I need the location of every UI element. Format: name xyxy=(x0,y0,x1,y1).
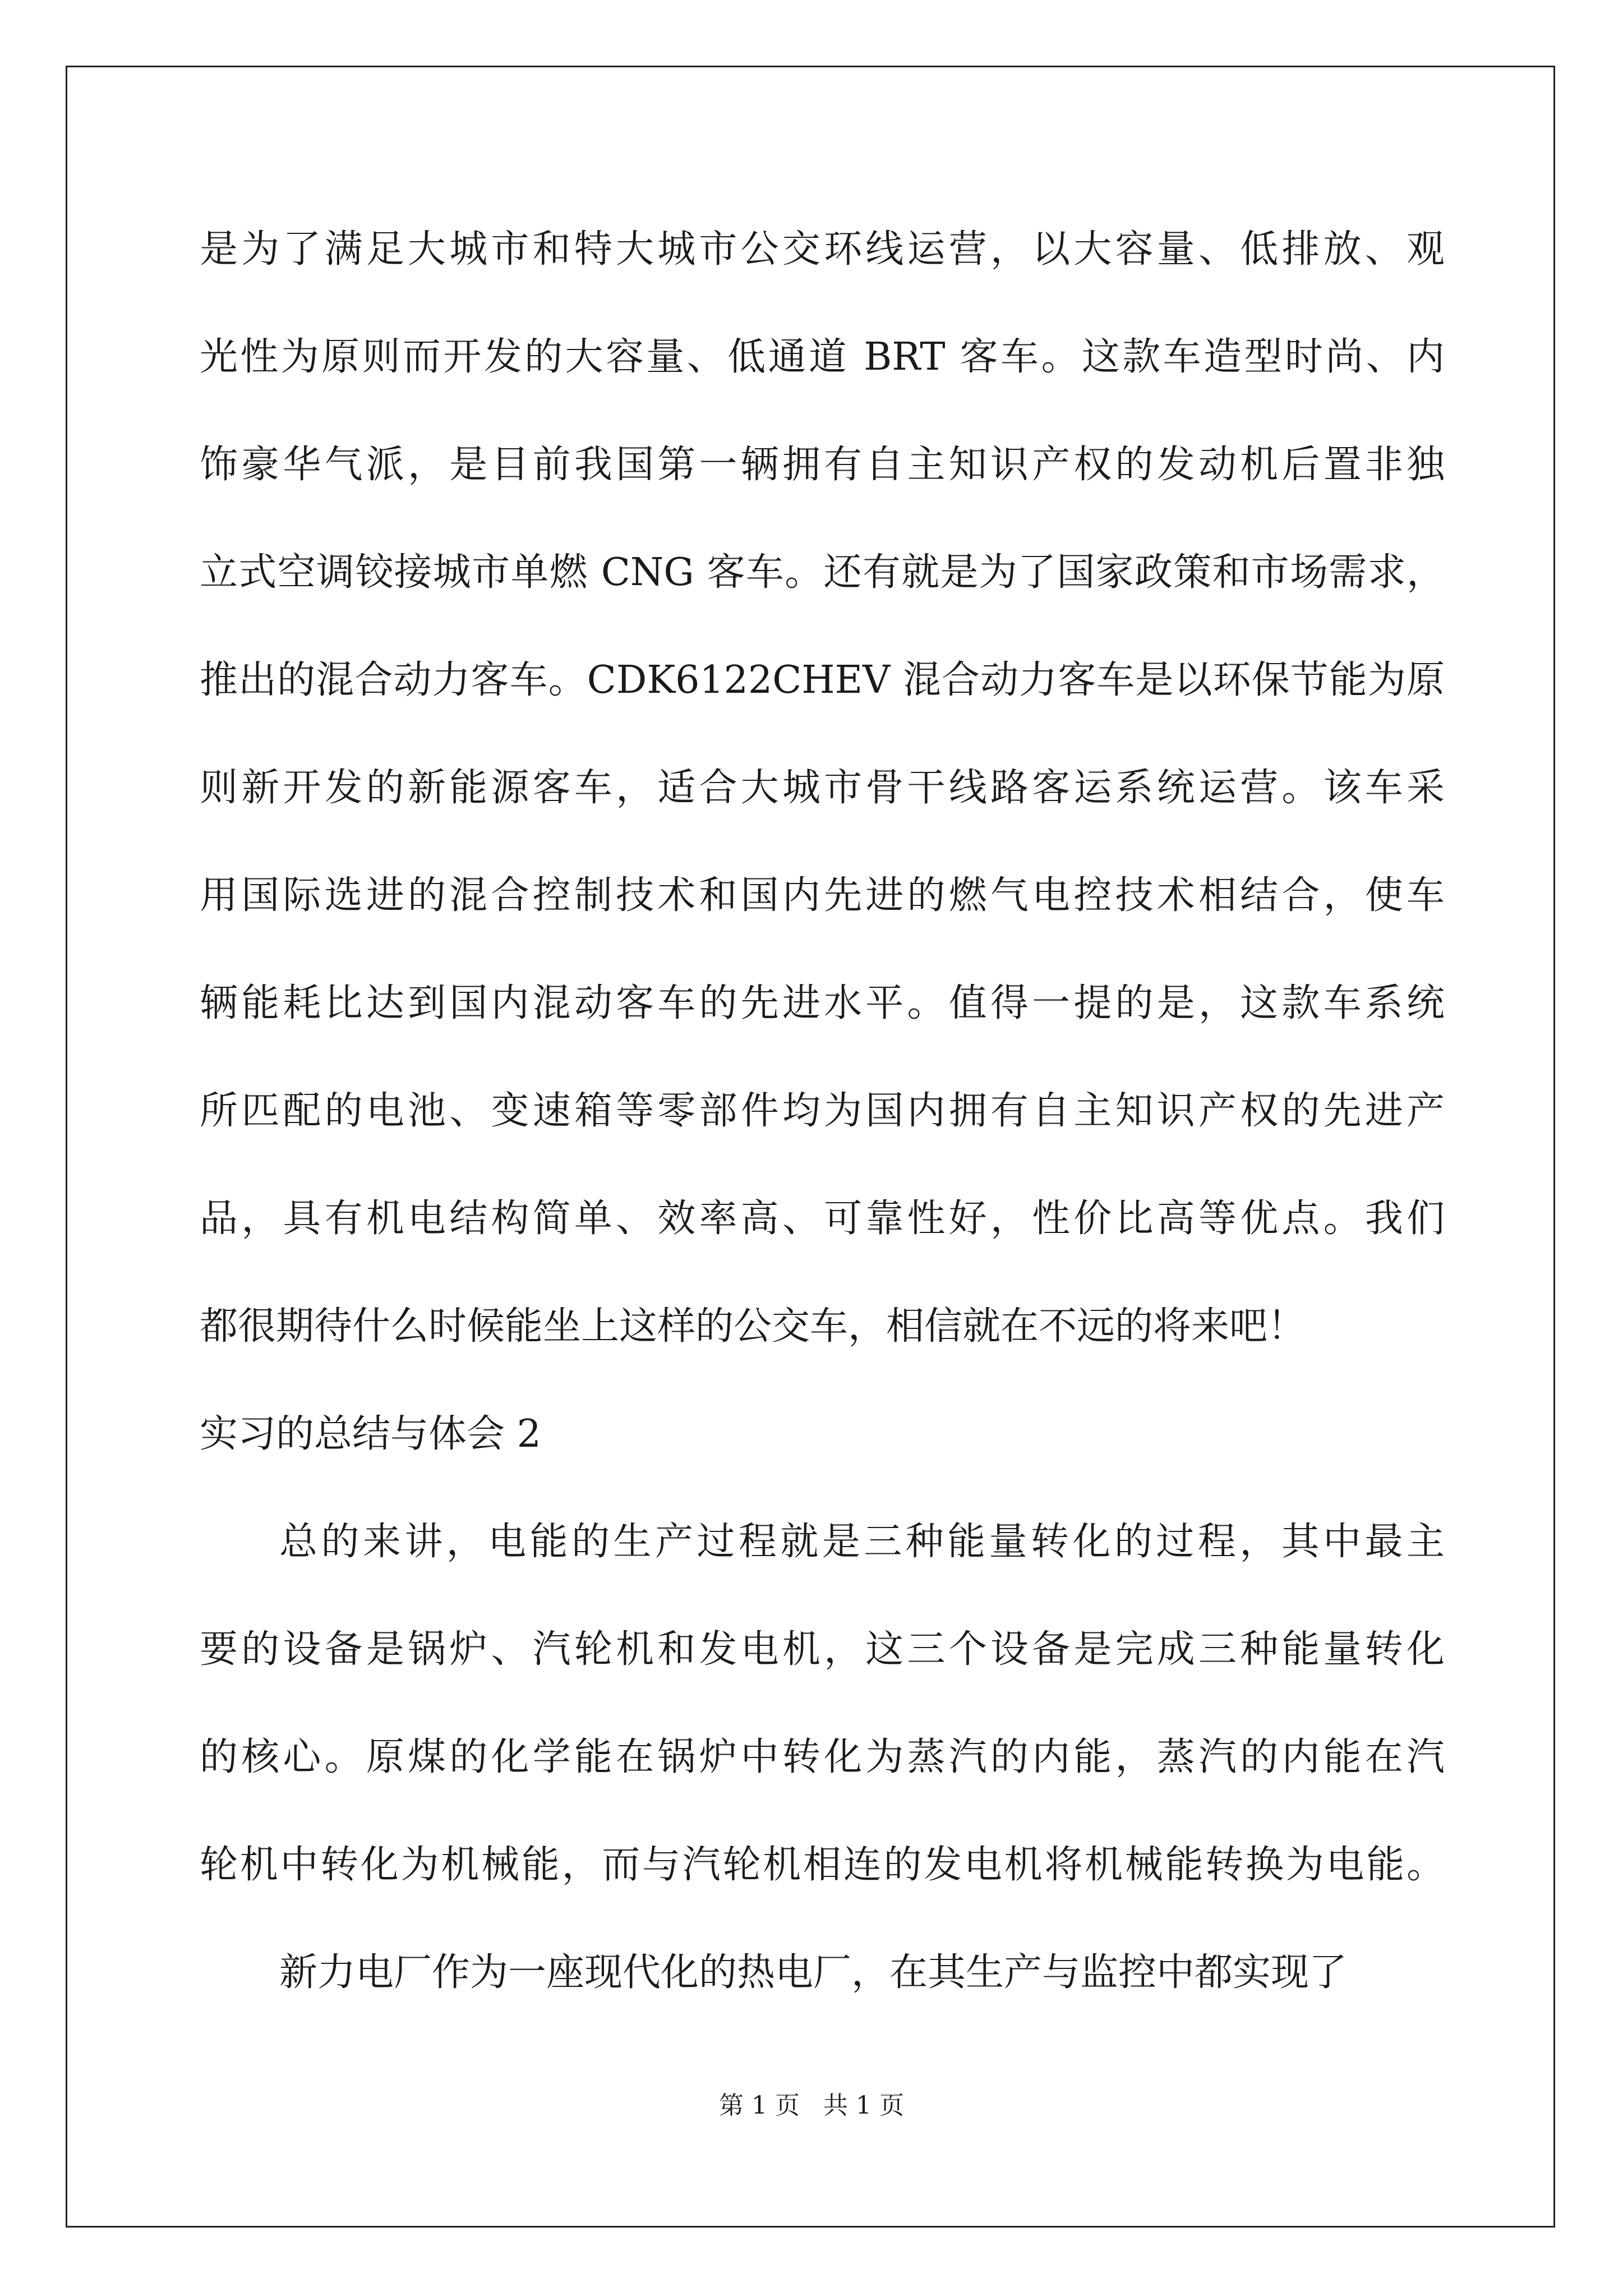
body-line: 的核心。原煤的化学能在锅炉中转化为蒸汽的内能，蒸汽的内能在汽 xyxy=(200,1735,1445,1779)
body-line: 是为了满足大城市和特大城市公交环线运营，以大容量、低排放、观 xyxy=(200,227,1445,272)
document-body xyxy=(200,219,1445,2050)
section-heading: 实习的总结与体会 2 xyxy=(200,1412,541,1456)
body-line: 推出的混合动力客车。CDK6122CHEV 混合动力客车是以环保节能为原 xyxy=(200,658,1445,702)
body-line: 用国际选进的混合控制技术和国内先进的燃气电控技术相结合，使车 xyxy=(200,873,1445,918)
body-line: 饰豪华气派，是目前我国第一辆拥有自主知识产权的发动机后置非独 xyxy=(200,443,1445,487)
body-line: 轮机中转化为机械能，而与汽轮机相连的发电机将机械能转换为电能。 xyxy=(200,1843,1445,1887)
body-line: 所匹配的电池、变速箱等零部件均为国内拥有自主知识产权的先进产 xyxy=(200,1089,1445,1133)
body-line: 则新开发的新能源客车，适合大城市骨干线路客运系统运营。该车采 xyxy=(200,766,1445,810)
page-footer: 第 1 页 共 1 页 xyxy=(719,2091,904,2120)
body-line: 要的设备是锅炉、汽轮机和发电机，这三个设备是完成三种能量转化 xyxy=(200,1627,1445,1672)
body-line: 品，具有机电结构简单、效率高、可靠性好，性价比高等优点。我们 xyxy=(200,1197,1445,1241)
body-line: 都很期待什么时候能坐上这样的公交车，相信就在不远的将来吧！ xyxy=(200,1304,1306,1349)
body-line: 光性为原则而开发的大容量、低通道 BRT 客车。这款车造型时尚、内 xyxy=(200,335,1445,379)
body-line: 立式空调铰接城市单燃 CNG 客车。还有就是为了国家政策和市场需求， xyxy=(200,550,1445,595)
body-line: 新力电厂作为一座现代化的热电厂，在其生产与监控中都实现了 xyxy=(279,1950,1348,1995)
body-line: 辆能耗比达到国内混动客车的先进水平。值得一提的是，这款车系统 xyxy=(200,981,1445,1025)
body-line: 总的来讲，电能的生产过程就是三种能量转化的过程，其中最主 xyxy=(279,1520,1445,1564)
